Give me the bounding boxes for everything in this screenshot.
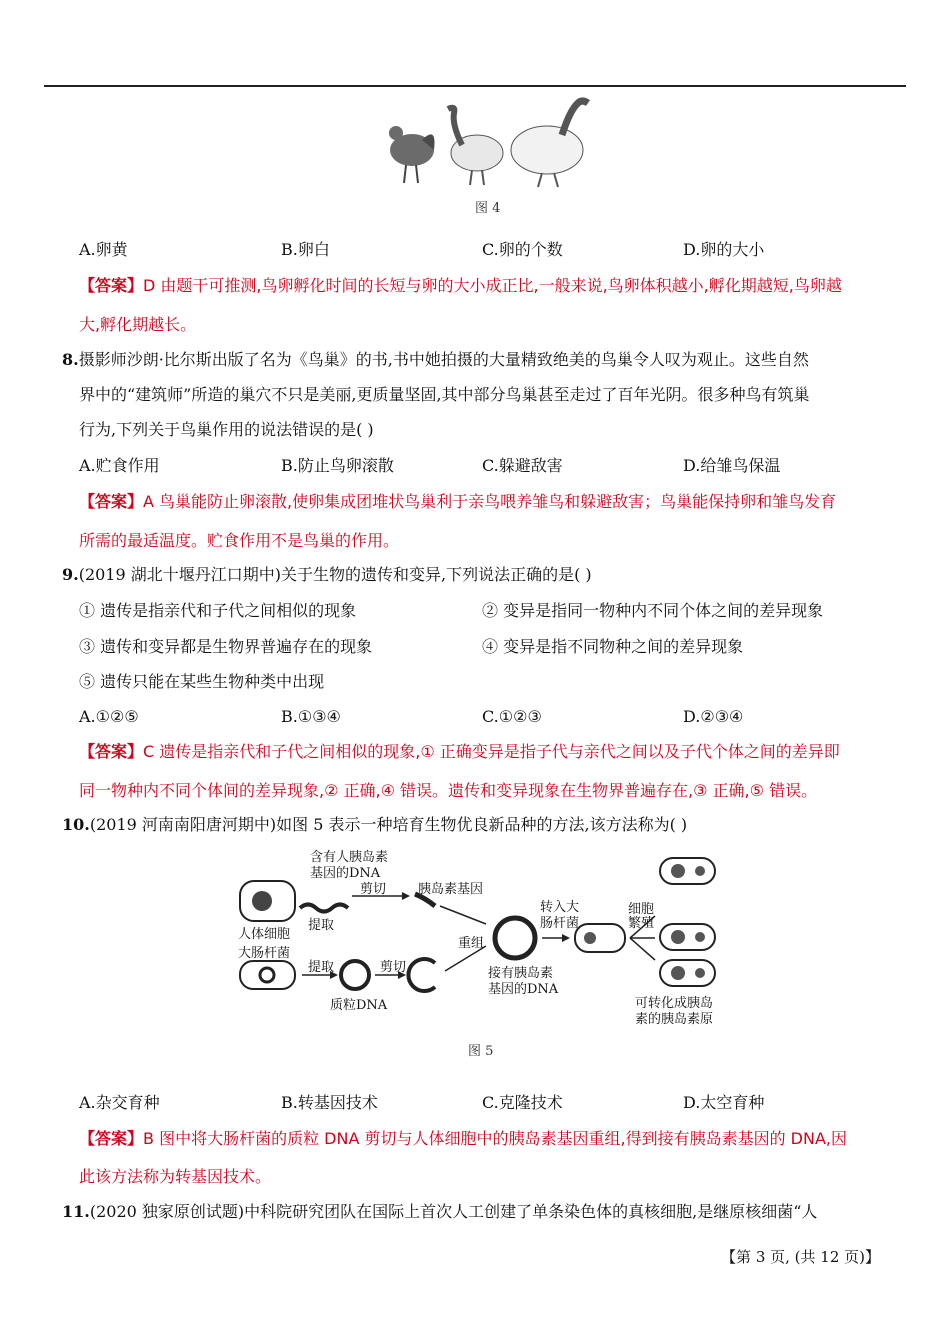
human-dna-shape	[300, 905, 348, 912]
label-extract-top: 提取	[308, 918, 335, 933]
label-cut-bottom: 剪切	[380, 960, 407, 975]
figure-4-caption: 图 4	[475, 201, 501, 216]
transformed-bacterium-shape	[575, 924, 625, 952]
figure-5-diagram	[230, 846, 730, 1026]
cut-plasmid-shape	[408, 959, 435, 991]
label-transfer-1: 转入大	[540, 900, 580, 915]
q7-option-c: C.卵的个数	[482, 240, 563, 259]
answer-text: A 鸟巢能防止卵滚散,使卵集成团堆状鸟巢利于亲鸟喂养雏鸟和躲避敌害；鸟巢能保持卵和雏鸟发育	[143, 492, 837, 511]
q8-option-a: A.贮食作用	[79, 456, 160, 475]
label-extract-bottom: 提取	[308, 960, 335, 975]
q8-option-d: D.给雏鸟保温	[683, 456, 781, 475]
q10-option-d: D.太空育种	[683, 1093, 765, 1112]
figure-4-birds	[382, 95, 602, 195]
q9-statement-5: ⑤ 遗传只能在某些生物种类中出现	[79, 672, 325, 691]
q10-option-a: A.杂交育种	[79, 1093, 160, 1112]
q7-option-d: D.卵的大小	[683, 240, 765, 259]
q11-text: (2020 独家原创试题)中科院研究团队在国际上首次人工创建了单条染色体的真核细胞,是继原核细菌“人	[89, 1202, 818, 1221]
q10-answer	[79, 1129, 847, 1149]
daughter-cell-2	[660, 924, 715, 950]
q9-statement-3: ③ 遗传和变异都是生物界普遍存在的现象	[79, 637, 373, 656]
q9-statement-1: ① 遗传是指亲代和子代之间相似的现象	[79, 601, 357, 620]
label-result-2: 素的胰岛素原	[635, 1012, 714, 1027]
plasmid-shape	[341, 961, 369, 989]
q9-statement-2: ② 变异是指同一物种内不同个体之间的差异现象	[482, 601, 824, 620]
q11-number: 11.	[62, 1202, 90, 1221]
q8-number: 8.	[62, 350, 79, 369]
label-dna-1: 含有人胰岛素	[310, 850, 389, 865]
q8-stem-3: 行为,下列关于鸟巢作用的说法错误的是( )	[79, 420, 374, 439]
q8-text: 摄影师沙朗·比尔斯出版了名为《鸟巢》的书,书中她拍摄的大量精致绝美的鸟巢令人叹为观止。这些自然	[78, 350, 809, 369]
q7-option-a: A.卵黄	[79, 240, 128, 259]
label-plasmid: 质粒DNA	[330, 998, 388, 1013]
answer-tag: 【答案】	[79, 492, 144, 511]
label-ecoli: 大肠杆菌	[238, 946, 291, 961]
ecoli-shape	[240, 961, 295, 989]
q9-option-b: B.①③④	[281, 707, 341, 726]
label-cell-1: 细胞	[628, 902, 655, 917]
daughter-cell-1	[660, 858, 715, 884]
label-insulin-gene: 胰岛素基因	[418, 882, 484, 897]
label-recombine: 重组	[458, 936, 485, 951]
q8-option-b: B.防止鸟卵滚散	[281, 456, 394, 475]
q10-option-b: B.转基因技术	[281, 1093, 378, 1112]
q10-stem	[62, 815, 687, 835]
q9-number: 9.	[62, 565, 79, 584]
label-transfer-2: 肠杆菌	[540, 916, 580, 931]
label-recomb-1: 接有胰岛素	[488, 966, 554, 981]
daughter-cell-3	[660, 960, 715, 986]
answer-tag: 【答案】	[79, 1129, 144, 1148]
answer-text: C 遗传是指亲代和子代之间相似的现象,① 正确变异是指子代与亲代之间以及子代个体之间的差异即	[143, 742, 840, 761]
answer-tag: 【答案】	[79, 276, 144, 295]
label-recomb-2: 基因的DNA	[488, 982, 559, 997]
goose-image	[448, 108, 503, 185]
q7-answer	[79, 276, 842, 296]
answer-text: B 图中将大肠杆菌的质粒 DNA 剪切与人体细胞中的胰岛素基因重组,得到接有胰岛素基因的 DNA,因	[143, 1129, 847, 1148]
answer-tag: 【答案】	[79, 742, 144, 761]
label-human-cell: 人体细胞	[238, 927, 291, 942]
label-cell-2: 繁殖	[628, 916, 655, 931]
label-cut-top: 剪切	[360, 882, 387, 897]
q9-answer	[79, 742, 840, 762]
q8-answer-cont: 所需的最适温度。贮食作用不是鸟巢的作用。	[79, 531, 400, 550]
q8-stem-2: 界中的“建筑师”所造的巢穴不只是美丽,更质量坚固,其中部分鸟巢甚至走过了百年光阴。很多种鸟有筑巢	[79, 385, 810, 404]
q9-option-c: C.①②③	[482, 707, 542, 726]
q9-statement-4: ④ 变异是指不同物种之间的差异现象	[482, 637, 744, 656]
q9-text: (2019 湖北十堰丹江口期中)关于生物的遗传和变异,下列说法正确的是( )	[78, 565, 592, 584]
q9-answer-cont: 同一物种内不同个体间的差异现象,② 正确,④ 错误。遗传和变异现象在生物界普遍存在,③ 正确,⑤ 错误。	[79, 781, 818, 800]
label-dna-2: 基因的DNA	[310, 866, 381, 881]
q8-answer	[79, 492, 836, 512]
label-result-1: 可转化成胰岛	[635, 996, 714, 1011]
figure-5-caption: 图 5	[468, 1044, 494, 1059]
q10-answer-cont: 此该方法称为转基因技术。	[79, 1167, 272, 1186]
q9-stem	[62, 565, 592, 585]
q9-option-d: D.②③④	[683, 707, 744, 726]
answer-text: D 由题干可推测,鸟卵孵化时间的长短与卵的大小成正比,一般来说,鸟卵体积越小,孵化期越短,鸟卵越	[143, 276, 842, 295]
q7-answer-cont: 大,孵化期越长。	[79, 315, 197, 334]
q8-option-c: C.躲避敌害	[482, 456, 563, 475]
chicken-image	[389, 126, 435, 183]
q10-number: 10.	[62, 815, 90, 834]
q8-stem	[62, 350, 809, 370]
q11-stem	[62, 1202, 817, 1222]
q10-option-c: C.克隆技术	[482, 1093, 563, 1112]
recombinant-dna-shape	[495, 918, 535, 958]
q10-text: (2019 河南南阳唐河期中)如图 5 表示一种培育生物优良新品种的方法,该方法称为( )	[89, 815, 688, 834]
big-goose-image	[511, 101, 588, 187]
page-number: 【第 3 页, (共 12 页)】	[721, 1248, 880, 1266]
q7-option-b: B.卵白	[281, 240, 330, 259]
top-rule	[44, 85, 906, 87]
q9-option-a: A.①②⑤	[79, 707, 139, 726]
